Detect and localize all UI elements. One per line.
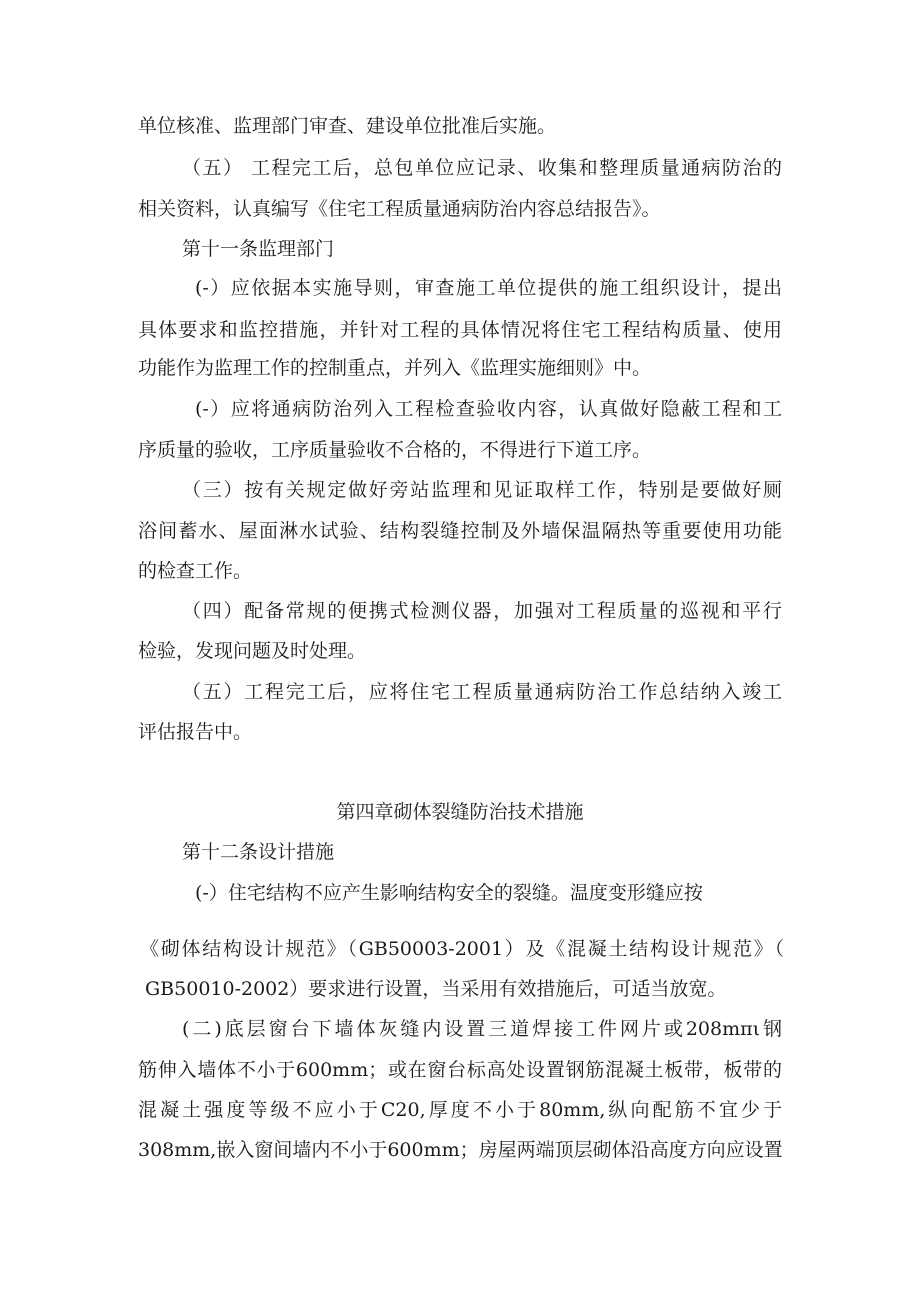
- text-line: 相关资料，认真编写《住宅工程质量通病防治内容总结报告》。: [138, 198, 661, 220]
- text-line: (-）住宅结构不应产生影响结构安全的裂缝。温度变形缝应按: [195, 882, 703, 904]
- text-line: 筋伸入墙体不小于600mm；或在窗台标高处设置钢筋混凝土板带，板带的: [138, 1059, 782, 1081]
- text-line: 评估报告中。: [138, 721, 253, 743]
- section-heading: 第十一条监理部门: [182, 238, 335, 260]
- text-line: （五） 工程完工后，总包单位应记录、收集和整理质量通病防治的: [182, 157, 782, 179]
- text-line: 混凝土强度等级不应小于C20,厚度不小于80mm,纵向配筋不宜少于: [138, 1099, 782, 1121]
- text-line: 的检查工作。: [138, 560, 253, 582]
- chapter-heading: 第四章砌体裂缝防治技术措施: [336, 801, 584, 823]
- text-line: 功能作为监理工作的控制重点，并列入《监理实施细则》中。: [138, 357, 652, 379]
- text-line: 308mm,嵌入窗间墙内不小于600mm；房屋两端顶层砌体沿高度方向应设置: [138, 1139, 783, 1161]
- text-line: （三）按有关规定做好旁站监理和见证取样工作，特别是要做好厕: [182, 479, 782, 501]
- text-line: 检验，发现问题及时处理。: [138, 640, 367, 662]
- text-line: 单位核准、监理部门审查、建设单位批准后实施。: [138, 115, 557, 137]
- text-line: 具体要求和监控措施，并针对工程的具体情况将住宅工程结构质量、使用: [138, 319, 782, 341]
- text-line: （五）工程完工后，应将住宅工程质量通病防治工作总结纳入竣工: [182, 681, 782, 703]
- text-line: (-）应依据本实施导则，审查施工单位提供的施工组织设计，提出: [195, 277, 782, 299]
- text-line: 《砌体结构设计规范》（GB50003-2001）及《混凝土结构设计规范》（: [140, 938, 784, 960]
- text-line: (-）应将通病防治列入工程检查验收内容，认真做好隐蔽工程和工: [195, 398, 782, 420]
- text-line: (二)底层窗台下墙体灰缝内设置三道焊接工件网片或208mπι钢: [182, 1018, 782, 1040]
- text-line: 序质量的验收，工序质量验收不合格的，不得进行下道工序。: [138, 439, 652, 461]
- section-heading: 第十二条设计措施: [182, 841, 335, 863]
- text-line: GB50010-2002）要求进行设置，当采用有效措施后，可适当放宽。: [145, 978, 727, 1000]
- text-line: （四）配备常规的便携式检测仪器，加强对工程质量的巡视和平行: [182, 600, 782, 622]
- text-line: 浴间蓄水、屋面淋水试验、结构裂缝控制及外墙保温隔热等重要使用功能: [138, 520, 782, 542]
